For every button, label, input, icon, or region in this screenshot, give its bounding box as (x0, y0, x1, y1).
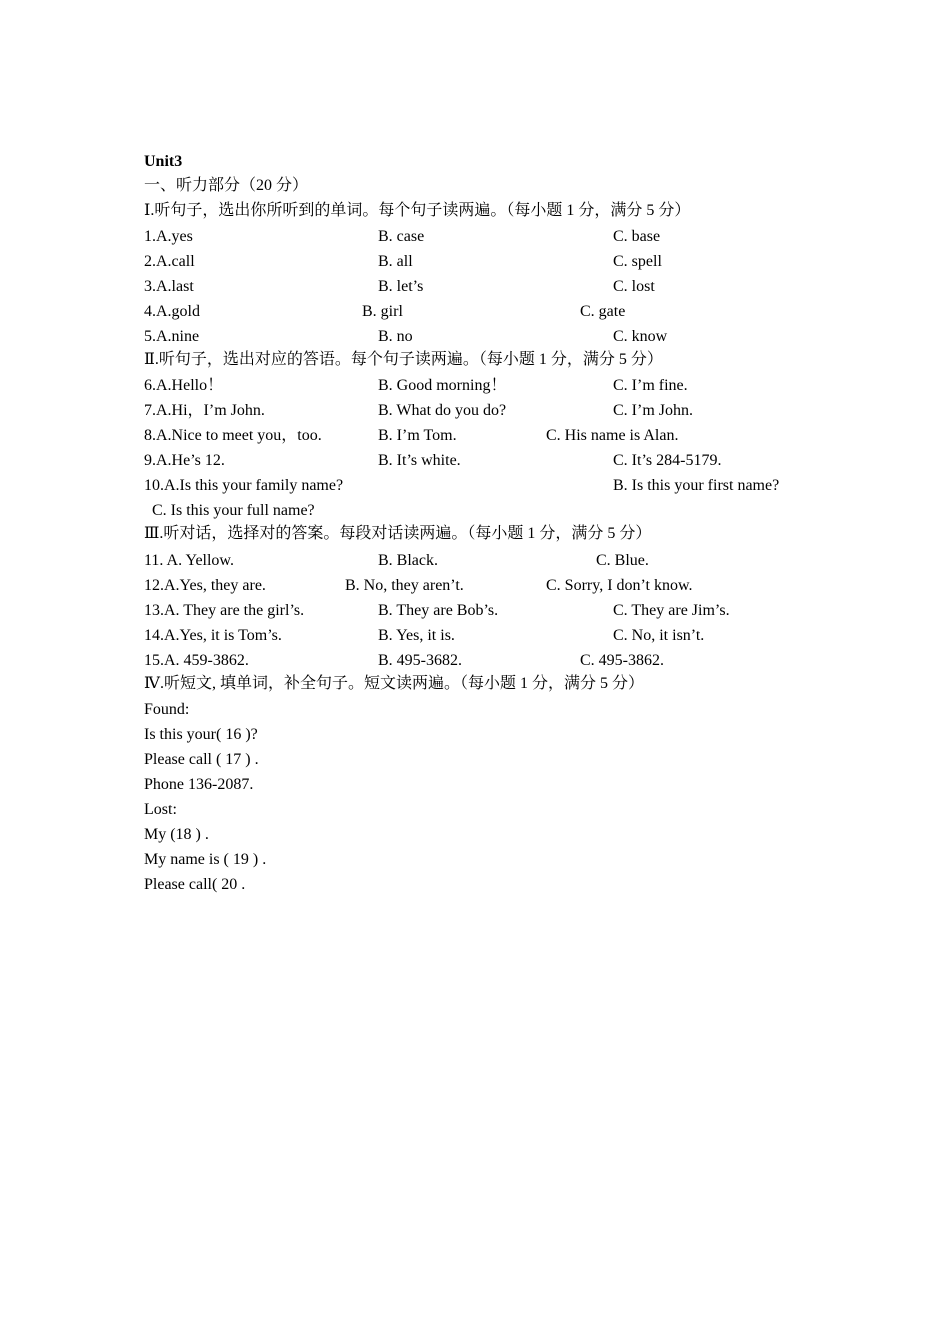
notice-line: Phone 136-2087. (144, 776, 254, 793)
option-a: 4.A.gold (144, 303, 200, 320)
option-c: C. They are Jim’s. (613, 602, 730, 619)
option-b: B. Black. (378, 552, 438, 569)
notice-line: Is this your( 16 )? (144, 726, 258, 743)
part3-heading: Ⅲ.听对话，选择对的答案。每段对话读两遍。（每小题 1 分，满分 5 分） (144, 525, 652, 542)
option-a: 9.A.He’s 12. (144, 452, 225, 469)
option-c: C. Is this your full name? (152, 502, 315, 519)
option-c: C. Sorry, I don’t know. (546, 577, 693, 594)
option-c: C. No, it isn’t. (613, 627, 705, 644)
part4-heading: Ⅳ.听短文, 填单词，补全句子。短文读两遍。（每小题 1 分，满分 5 分） (144, 675, 644, 692)
notice-line: My name is ( 19 ) . (144, 851, 267, 868)
option-a: 11. A. Yellow. (144, 552, 234, 569)
option-a: 5.A.nine (144, 328, 200, 345)
option-c: C. I’m John. (613, 402, 693, 419)
option-b: B. Is this your first name? (613, 477, 780, 494)
option-b: B. all (378, 253, 413, 270)
notice-line: Please call( 20 . (144, 876, 246, 893)
option-a: 3.A.last (144, 278, 194, 295)
option-b: B. What do you do? (378, 402, 507, 419)
notice-line: My (18 ) . (144, 826, 209, 843)
option-a: 12.A.Yes, they are. (144, 577, 266, 594)
option-b: B. Yes, it is. (378, 627, 455, 644)
notice-line: Lost: (144, 801, 177, 818)
option-b: B. I’m Tom. (378, 427, 457, 444)
option-c: C. gate (580, 303, 626, 320)
option-b: B. No, they aren’t. (345, 577, 464, 594)
option-a: 10.A.Is this your family name? (144, 477, 344, 494)
option-c: C. lost (613, 278, 655, 295)
section-heading: 一、听力部分（20 分） (144, 177, 309, 194)
option-a: 14.A.Yes, it is Tom’s. (144, 627, 282, 644)
part1-heading: Ⅰ.听句子，选出你所听到的单词。每个句子读两遍。（每小题 1 分，满分 5 分） (144, 202, 691, 219)
notice-line: Found: (144, 701, 190, 718)
option-b: B. case (378, 228, 425, 245)
notice-line: Please call ( 17 ) . (144, 751, 259, 768)
option-a: 1.A.yes (144, 228, 193, 245)
option-a: 7.A.Hi，I’m John. (144, 402, 265, 419)
option-c: C. know (613, 328, 668, 345)
option-a: 15.A. 459-3862. (144, 652, 249, 669)
option-b: B. no (378, 328, 413, 345)
option-c: C. It’s 284-5179. (613, 452, 722, 469)
option-c: C. His name is Alan. (546, 427, 679, 444)
option-b: B. let’s (378, 278, 424, 295)
option-c: C. 495-3862. (580, 652, 664, 669)
option-a: 2.A.call (144, 253, 195, 270)
option-b: B. girl (362, 303, 403, 320)
option-b: B. Good morning！ (378, 377, 507, 394)
option-c: C. base (613, 228, 661, 245)
option-a: 8.A.Nice to meet you，too. (144, 427, 322, 444)
option-b: B. They are Bob’s. (378, 602, 499, 619)
option-a: 13.A. They are the girl’s. (144, 602, 305, 619)
option-c: C. I’m fine. (613, 377, 688, 394)
option-c: C. spell (613, 253, 662, 270)
option-b: B. 495-3682. (378, 652, 462, 669)
part2-heading: Ⅱ.听句子，选出对应的答语。每个句子读两遍。（每小题 1 分，满分 5 分） (144, 351, 663, 368)
option-a: 6.A.Hello！ (144, 377, 224, 394)
unit-title: Unit3 (144, 153, 183, 170)
option-c: C. Blue. (596, 552, 649, 569)
option-b: B. It’s white. (378, 452, 461, 469)
